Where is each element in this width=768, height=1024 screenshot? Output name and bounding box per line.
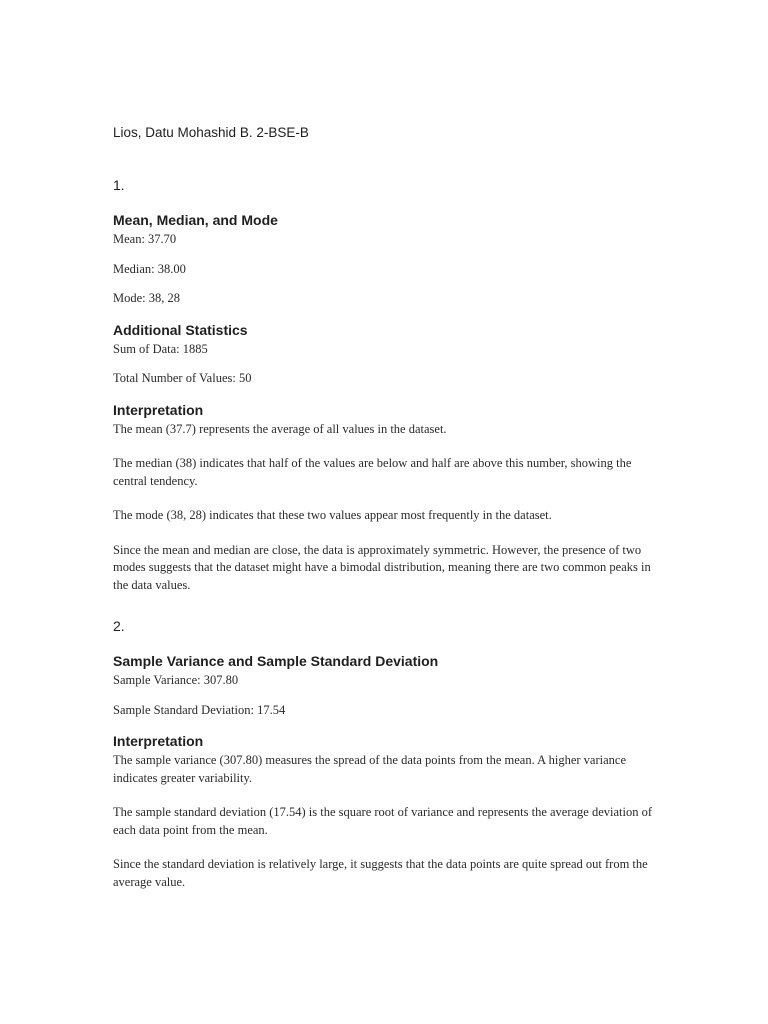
mode-value: Mode: 38, 28 bbox=[113, 291, 181, 305]
interp-stddev: The sample standard deviation (17.54) is the square root of variance and represents the average deviation of each data point from the mean. bbox=[113, 805, 653, 837]
median-value: Median: 38.00 bbox=[113, 261, 186, 276]
sum-of-data: Sum of Data: 1885 bbox=[113, 341, 208, 356]
total-values: Total Number of Values: 50 bbox=[113, 371, 252, 385]
heading-interpretation-1: Interpretation bbox=[113, 401, 204, 418]
heading-mean-median-mode: Mean, Median, and Mode bbox=[113, 212, 278, 228]
interp-symmetry: Since the mean and median are close, the data is approximately symmetric. However, the presence of two modes suggests that the dataset might have a bimodal distribution, meaning there are two common peaks in the data values. bbox=[113, 542, 651, 592]
interp-mean: The mean (37.7) represents the average of all values in the dataset. bbox=[113, 421, 447, 436]
stddev-value: Sample Standard Deviation: 17.54 bbox=[113, 702, 286, 717]
author-line: Lios, Datu Mohashid B. 2-BSE-B bbox=[113, 125, 309, 140]
heading-additional-statistics: Additional Statistics bbox=[113, 321, 248, 338]
section-1-number: 1. bbox=[113, 177, 125, 193]
interp-mode: The mode (38, 28) indicates that these two values appear most frequently in the dataset. bbox=[113, 508, 552, 522]
document-page bbox=[113, 124, 658, 908]
interp-variance: The sample variance (307.80) measures the spread of the data points from the mean. A higher variance indicates greater variability. bbox=[113, 753, 627, 785]
interp-spread: Since the standard deviation is relatively large, it suggests that the data points are quite spread out from the average value. bbox=[113, 857, 648, 889]
variance-value: Sample Variance: 307.80 bbox=[113, 673, 239, 687]
section-2-number: 2. bbox=[113, 618, 125, 634]
heading-interpretation-2: Interpretation bbox=[113, 733, 204, 749]
heading-variance-stddev: Sample Variance and Sample Standard Deviation bbox=[113, 653, 439, 669]
mean-value: Mean: 37.70 bbox=[113, 232, 177, 246]
interp-median: The median (38) indicates that half of the values are below and half are above this number, showing the central tendency. bbox=[113, 456, 632, 488]
